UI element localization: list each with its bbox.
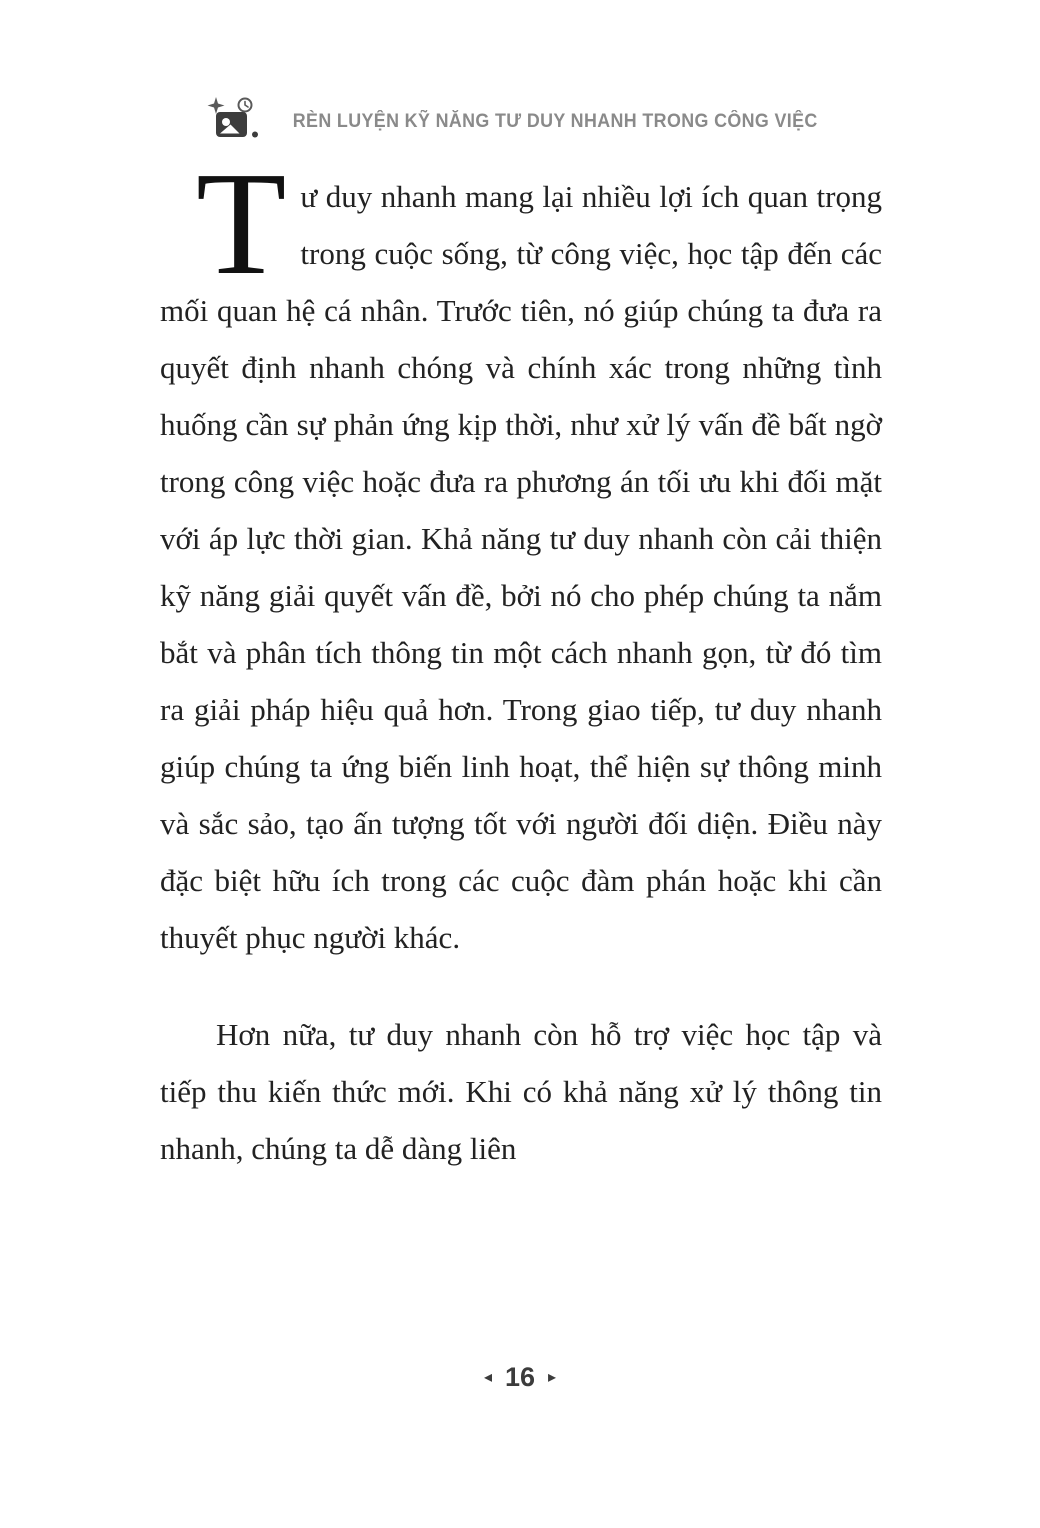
- drop-cap: T: [196, 142, 287, 306]
- paragraph-2: Hơn nữa, tư duy nhanh còn hỗ trợ việc học tập và tiếp thu kiến thức mới. Khi có khả năng xử lý thông tin nhanh, chúng ta dễ dàng liên: [160, 1017, 882, 1166]
- running-header: [0, 96, 1040, 147]
- page-number: 16: [504, 1362, 536, 1392]
- book-logo-icon: [206, 96, 260, 147]
- prev-page-arrow-icon: ◂: [483, 1368, 492, 1386]
- paragraph-1: [160, 142, 882, 966]
- paragraph-1-text: ư duy nhanh mang lại nhiều lợi ích quan trọng trong cuộc sống, từ công việc, học tập đến các mối quan hệ cá nhân. Trước tiên, nó giúp chúng ta đưa ra quyết định nhanh chóng và chính xác trong những tình huống cần sự phản ứng kịp thời, như xử lý vấn đề bất ngờ trong công việc hoặc đưa ra phương án tối ưu khi đối mặt với áp lực thời gian. Khả năng tư duy nhanh còn cải thiện kỹ năng giải quyết vấn đề, bởi nó cho phép chúng ta nắm bắt và phân tích thông tin một cách nhanh gọn, từ đó tìm ra giải pháp hiệu quả hơn. Trong giao tiếp, tư duy nhanh giúp chúng ta ứng biến linh hoạt, thể hiện sự thông minh và sắc sảo, tạo ấn tượng tốt với người đối diện. Điều này đặc biệt hữu ích trong các cuộc đàm phán hoặc khi cần thuyết phục người khác.: [160, 179, 882, 955]
- next-page-arrow-icon: ▸: [548, 1368, 557, 1386]
- body-text: [160, 142, 882, 1177]
- page-footer: [0, 1364, 1040, 1391]
- running-header-title: RÈN LUYỆN KỸ NĂNG TƯ DUY NHANH TRONG CÔNG VIỆC: [292, 110, 818, 132]
